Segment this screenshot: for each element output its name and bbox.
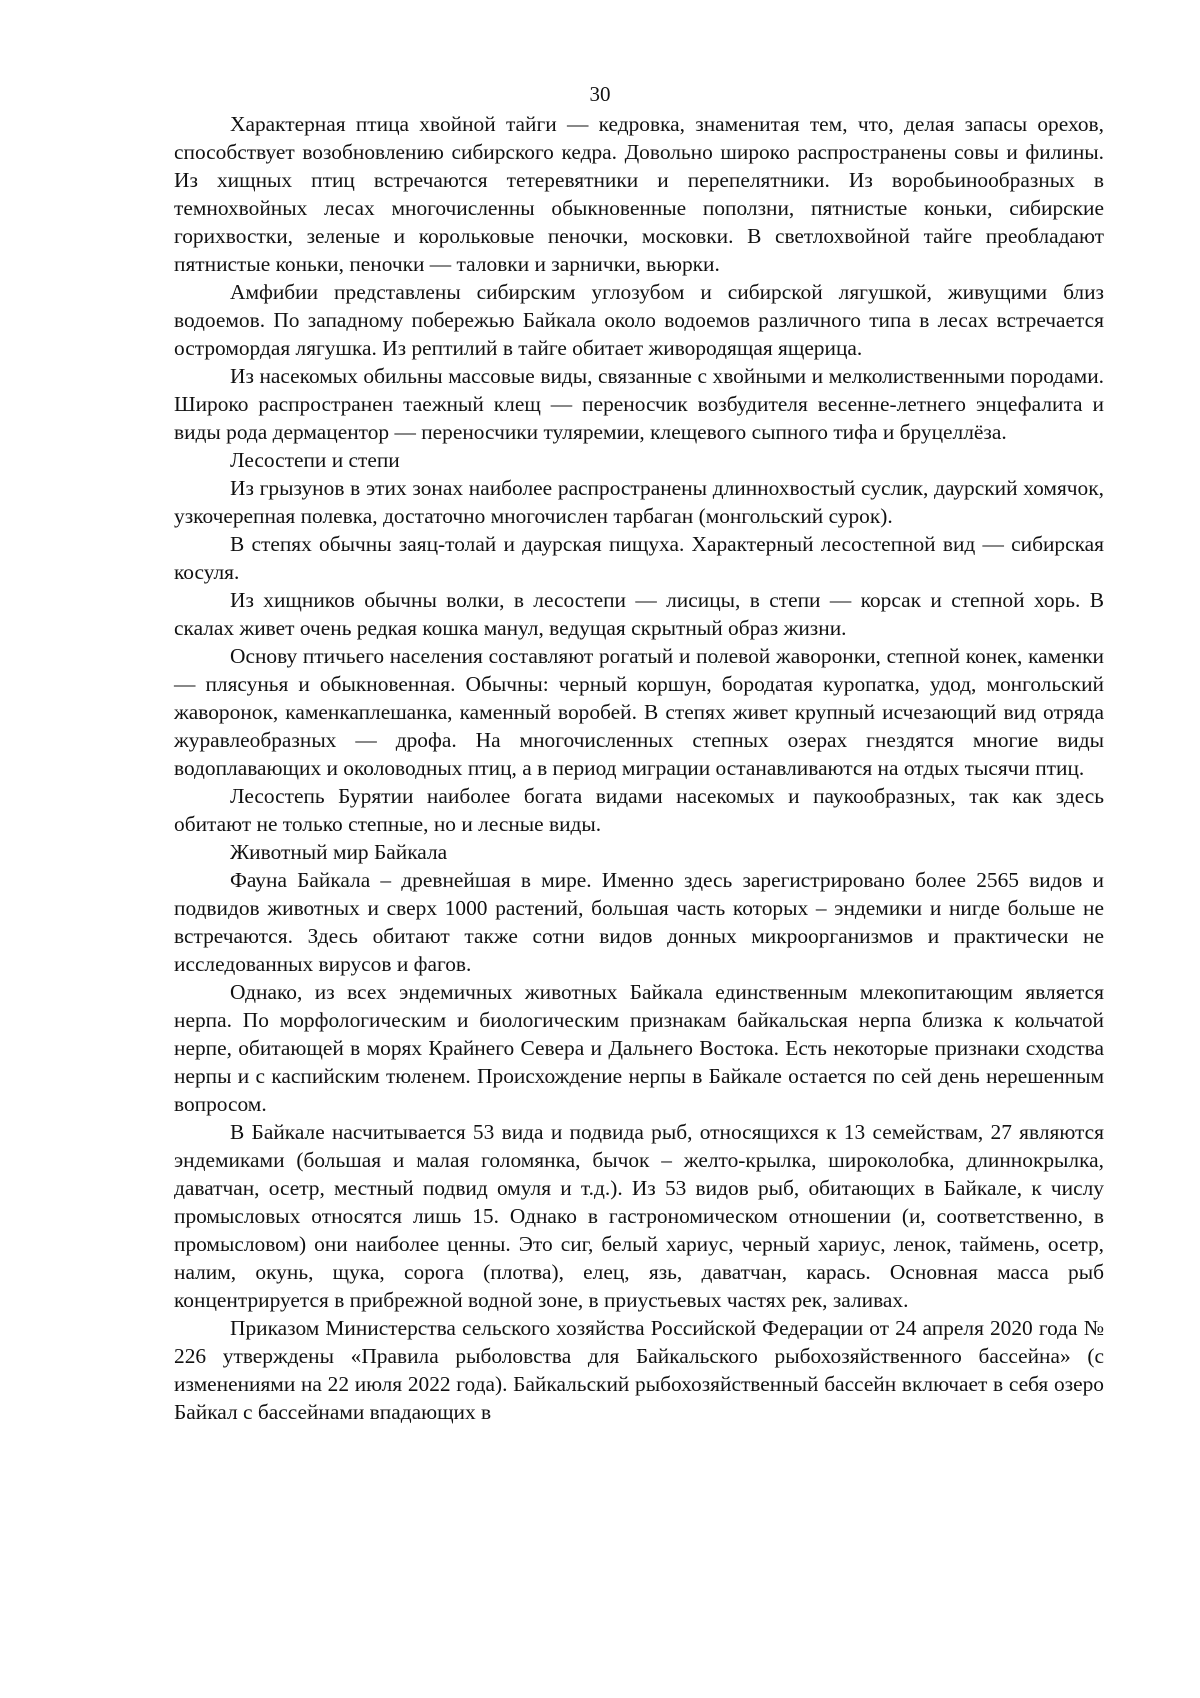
paragraph-insects: Из насекомых обильны массовые виды, связанные с хвойными и мелколиственными породами. Широко распространен таежный клещ — переносчик возбудителя весенне-летнего энцефалита и виды рода дермацентор — переносчики туляремии, клещевого сыпного тифа и бруцеллёза. — [174, 364, 1104, 444]
section-heading-baikal-fauna: Животный мир Байкала — [230, 840, 448, 864]
paragraph-predators: Из хищников обычны волки, в лесостепи — лисицы, в степи — корсак и степной хорь. В скалах живет очень редкая кошка манул, ведущая скрытный образ жизни. — [174, 588, 1104, 640]
paragraph-taiga-birds: Характерная птица хвойной тайги — кедровка, знаменитая тем, что, делая запасы орехов, способствует возобновлению сибирского кедра. Довольно широко распространены совы и филины. Из хищных птиц встречаются тетеревятники и перепелятники. Из воробьинообразных в темнохвойных лесах многочисленны обыкновенные поползни, пятнистые коньки, сибирские горихвостки, зеленые и корольковые пеночки, московки. В светлохвойной тайге преобладают пятнистые коньки, пеночки — таловки и зарнички, вьюрки. — [174, 112, 1104, 276]
paragraph-rodents: Из грызунов в этих зонах наиболее распространены длиннохвостый суслик, даурский хомячок, узкочерепная полевка, достаточно многочислен тарбаган (монгольский сурок). — [174, 476, 1104, 528]
paragraph-steppe-birds: Основу птичьего населения составляют рогатый и полевой жаворонки, степной конек, каменки — плясунья и обыкновенная. Обычны: черный коршун, бородатая куропатка, удод, монгольский жаворонок, каменкаплешанка, каменный воробей. В степях живет крупный исчезающий вид отряда журавлеобразных — дрофа. На многочисленных степных озерах гнездятся многие виды водоплавающих и околоводных птиц, а в период миграции останавливаются на отдых тысячи птиц. — [174, 644, 1104, 780]
page-number: 30 — [589, 82, 611, 106]
section-heading-forest-steppe: Лесостепи и степи — [230, 448, 400, 472]
paragraph-baikal-fish: В Байкале насчитывается 53 вида и подвида рыб, относящихся к 13 семействам, 27 являются эндемиками (большая и малая голомянка, бычок – желто-крылка, широколобка, длиннокрылка, даватчан, осетр, местный подвид омуля и т.д.). Из 53 видов рыб, обитающих в Байкале, к числу промысловых относятся лишь 15. Однако в гастрономическом отношении (и, соответственно, в промысловом) они наиболее ценны. Это сиг, белый хариус, черный хариус, ленок, таймень, осетр, налим, окунь, щука, сорога (плотва), елец, язь, даватчан, карась. Основная масса рыб концентрируется в прибрежной водной зоне, в приустьевых частях рек, заливах. — [174, 1120, 1104, 1312]
paragraph-baikal-seal: Однако, из всех эндемичных животных Байкала единственным млекопитающим является нерпа. По морфологическим и биологическим признакам байкальская нерпа близка к кольчатой нерпе, обитающей в морях Крайнего Севера и Дальнего Востока. Есть некоторые признаки сходства нерпы и с каспийским тюленем. Происхождение нерпы в Байкале остается по сей день нерешенным вопросом. — [174, 980, 1104, 1116]
paragraph-forest-steppe-insects: Лесостепь Бурятии наиболее богата видами насекомых и паукообразных, так как здесь обитают не только степные, но и лесные виды. — [174, 784, 1104, 836]
paragraph-baikal-fauna: Фауна Байкала – древнейшая в мире. Именно здесь зарегистрировано более 2565 видов и подвидов животных и сверх 1000 растений, большая часть которых – эндемики и нигде больше не встречаются. Здесь обитают также сотни видов донных микроорганизмов и практически не исследованных вирусов и фагов. — [174, 868, 1104, 976]
document-body — [174, 110, 1104, 1426]
paragraph-fishing-rules: Приказом Министерства сельского хозяйства Российской Федерации от 24 апреля 2020 года № 226 утверждены «Правила рыболовства для Байкальского рыбохозяйственного бассейна» (с изменениями на 22 июля 2022 года). Байкальский рыбохозяйственный бассейн включает в себя озеро Байкал с бассейнами впадающих в — [174, 1316, 1104, 1424]
paragraph-amphibians: Амфибии представлены сибирским углозубом и сибирской лягушкой, живущими близ водоемов. По западному побережью Байкала около водоемов различного типа в лесах встречается остромордая лягушка. Из рептилий в тайге обитает живородящая ящерица. — [174, 280, 1104, 360]
paragraph-steppe-hares: В степях обычны заяц-толай и даурская пищуха. Характерный лесостепной вид — сибирская косуля. — [174, 532, 1104, 584]
